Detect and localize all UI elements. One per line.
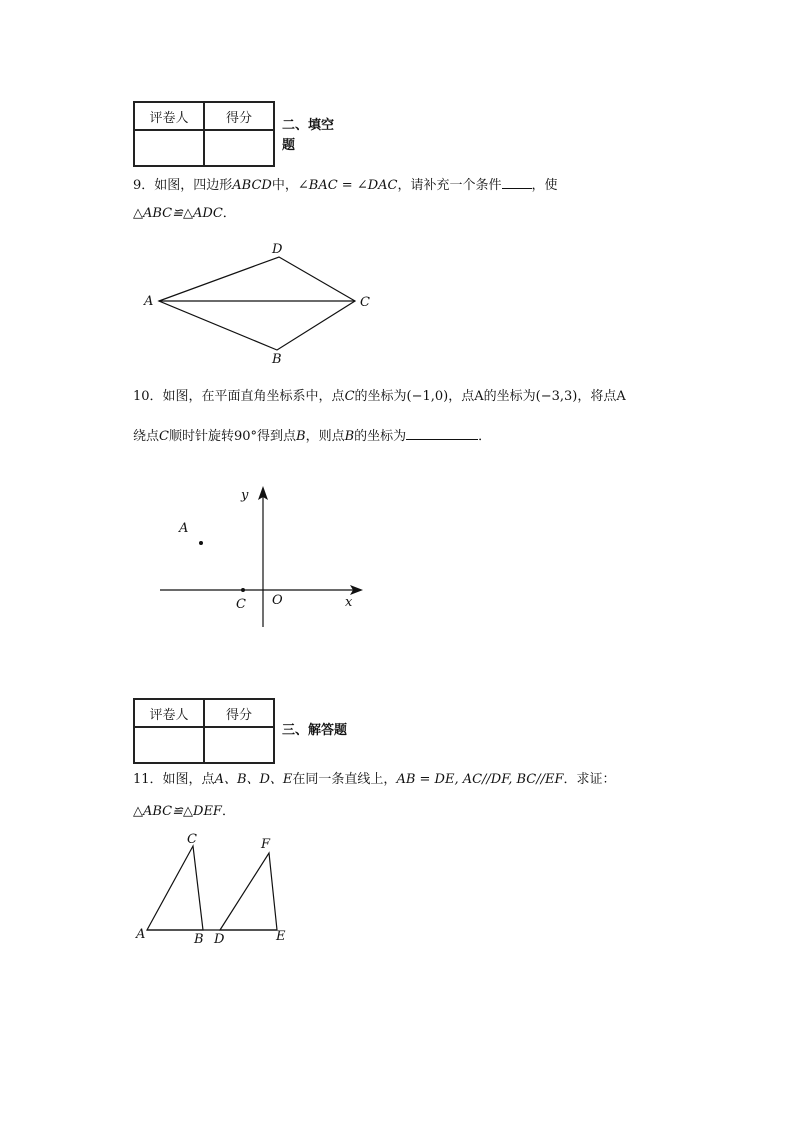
score-table-section3	[133, 698, 275, 764]
grader-header: 评卷人	[134, 102, 204, 130]
label-D: D	[272, 242, 283, 257]
score-header: 得分	[204, 102, 274, 130]
score-cell	[204, 727, 274, 763]
score-cell	[204, 130, 274, 166]
question-11-line2: △ABC≌△DEF．	[133, 804, 235, 819]
question-9-line1: 9．如图，四边形ABCD中，∠BAC = ∠DAC，请补充一个条件 ，使	[133, 174, 558, 195]
label-y: y	[241, 488, 249, 503]
label-E: E	[276, 929, 286, 944]
q9-quadrilateral-figure	[130, 235, 390, 370]
label-A: A	[179, 521, 189, 536]
answer-blank-10[interactable]	[406, 425, 478, 440]
label-B: B	[194, 932, 204, 947]
label-C: C	[187, 832, 197, 847]
triangle-def	[220, 853, 277, 930]
question-10-line2: 绕点C顺时针旋转90°得到点B，则点B的坐标为 ．	[133, 425, 491, 446]
label-x: x	[345, 595, 353, 610]
q10-coordinate-figure	[155, 480, 375, 635]
triangle-abc	[147, 846, 203, 930]
grader-cell	[134, 727, 204, 763]
question-11-line1: 11．如图，点A、B、D、E在同一条直线上，AB = DE, AC//DF, BC//EF．求证：	[133, 772, 616, 787]
point-C	[241, 588, 245, 592]
label-B: B	[272, 352, 282, 367]
section2-title: 二、填空 题	[282, 118, 335, 153]
label-A: A	[144, 294, 154, 309]
label-C: C	[360, 295, 370, 310]
answer-blank-9[interactable]	[502, 174, 532, 189]
score-table-section2	[133, 101, 275, 167]
label-D: D	[214, 932, 225, 947]
label-C: C	[236, 597, 246, 612]
grader-cell	[134, 130, 204, 166]
point-A	[199, 541, 203, 545]
question-9-line2: △ABC≌△ADC．	[133, 206, 236, 221]
score-header: 得分	[204, 699, 274, 727]
question-10-line1: 10．如图，在平面直角坐标系中，点C的坐标为(−1,0)，点A的坐标为(−3,3)，将点A	[133, 389, 626, 404]
label-O: O	[272, 593, 283, 608]
q11-triangles-figure	[130, 830, 300, 950]
section3-title: 三、解答题	[282, 723, 348, 738]
grader-header: 评卷人	[134, 699, 204, 727]
label-A: A	[136, 927, 146, 942]
label-F: F	[261, 837, 271, 852]
quadrilateral-abcd	[159, 257, 355, 350]
